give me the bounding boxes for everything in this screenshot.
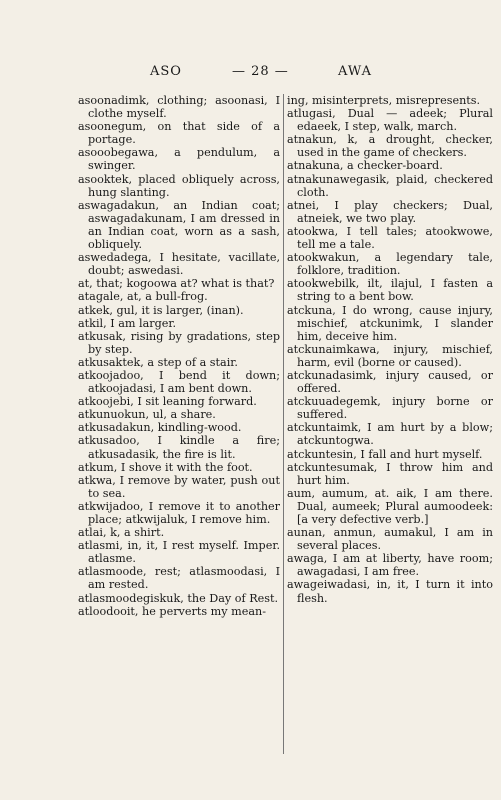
entry: awaga, I am at liberty, have room; awagadasi, I am free.	[287, 552, 493, 579]
entry: atlasmoode, rest; atlasmoodasi, I am rested.	[78, 565, 280, 592]
entry: atlasmi, in, it, I rest myself. Imper. atlasme.	[78, 539, 280, 566]
entry: atkusadakun, kindling-wood.	[78, 421, 242, 435]
entry: atookwebilk, ilt, ilajul, I fasten a string to a bent bow.	[287, 277, 493, 304]
entry: atookwa, I tell tales; atookwowe, tell me a tale.	[287, 224, 493, 252]
entry: atlasmoodegiskuk, the Day of Rest.	[78, 591, 279, 605]
entry: atkum, I shove it with the foot.	[78, 460, 253, 474]
entry: aswagadakun, an Indian coat; aswagadakunam, I am dressed in an Indian coat, worn as a sash, obliquely.	[78, 198, 280, 252]
entry: atagale, at, a bull-frog.	[78, 290, 208, 304]
entry: aswedadega, I hesitate, vacillate, doubt; aswedasi.	[78, 251, 280, 278]
entry: atckuntesin, I fall and hurt myself.	[287, 447, 483, 461]
entry: atkwijadoo, I remove it to another place; atkwijaluk, I remove him.	[78, 499, 280, 526]
entry: atckunaimkawa, injury, mischief, harm, evil (borne or caused).	[287, 342, 493, 369]
entry: atkoojadoo, I bend it down; atkoojadasi, I am bent down.	[78, 368, 280, 396]
entry: atkusaktek, a step of a stair.	[78, 355, 238, 369]
entry: atkwa, I remove by water, push out to sea.	[78, 473, 280, 500]
entry: atnei, I play checkers; Dual, atneiek, we two play.	[287, 198, 493, 225]
running-header	[0, 64, 501, 84]
entry: aunan, anmun, aumakul, I am in several places.	[287, 526, 493, 553]
entry: asooktek, placed obliquely across, hung slanting.	[78, 172, 280, 199]
entry: asooobegawa, a pendulum, a swinger.	[78, 146, 280, 173]
entry: asoonadimk, clothing; asoonasi, I clothe myself.	[78, 94, 280, 121]
entry: atookwakun, a legendary tale, folklore, tradition.	[287, 251, 493, 278]
entry: atckuuadegemk, injury borne or suffered.	[287, 395, 493, 422]
entry: atnakun, k, a drought, checker, used in the game of checkers.	[287, 133, 493, 160]
entry: atckunadasimk, injury caused, or offered.	[287, 368, 493, 396]
entry: asoonegum, on that side of a portage.	[78, 120, 280, 147]
entry: atckuna, I do wrong, cause injury, mischief, atckunimk, I slander him, deceive him.	[287, 303, 493, 343]
entry: atlai, k, a shirt.	[78, 526, 165, 540]
entry: atkoojebi, I sit leaning forward.	[78, 395, 257, 409]
entry: atkunuokun, ul, a share.	[78, 408, 216, 422]
right-column	[287, 94, 493, 605]
left-column	[78, 94, 280, 618]
entry: atkusak, rising by gradations, step by step.	[78, 329, 280, 356]
entry: atkek, gul, it is larger, (inan).	[78, 303, 244, 317]
entry: atckuntesumak, I throw him and hurt him.	[287, 460, 493, 487]
column-divider	[283, 94, 284, 754]
page-number: — 28 —	[232, 64, 289, 79]
entry: aum, aumum, at. aik, I am there. Dual, aumeek; Plural aumoodeek: [a very defective verb.]	[287, 486, 493, 526]
entry: atkusadoo, I kindle a fire; atkusadasik, the fire is lit.	[78, 434, 280, 461]
header-left-guideword: ASO	[150, 64, 182, 79]
entry: atkil, I am larger.	[78, 316, 177, 330]
entry: at, that; kogoowa at? what is that?	[78, 277, 275, 291]
entry: atnakuna, a checker-board.	[287, 159, 443, 173]
entry: atloodooit, he perverts my mean-	[78, 604, 266, 618]
entry: atnakunawegasik, plaid, checkered cloth.	[287, 172, 493, 199]
entry: awageiwadasi, in, it, I turn it into flesh.	[287, 578, 493, 605]
entry: ing, misinterprets, misrepresents.	[287, 94, 481, 107]
entry: atlugasi, Dual — adeek; Plural edaeek, I step, walk, march.	[287, 107, 493, 134]
entry: atckuntaimk, I am hurt by a blow; atckuntogwa.	[287, 421, 493, 448]
header-right-guideword: AWA	[338, 64, 372, 79]
